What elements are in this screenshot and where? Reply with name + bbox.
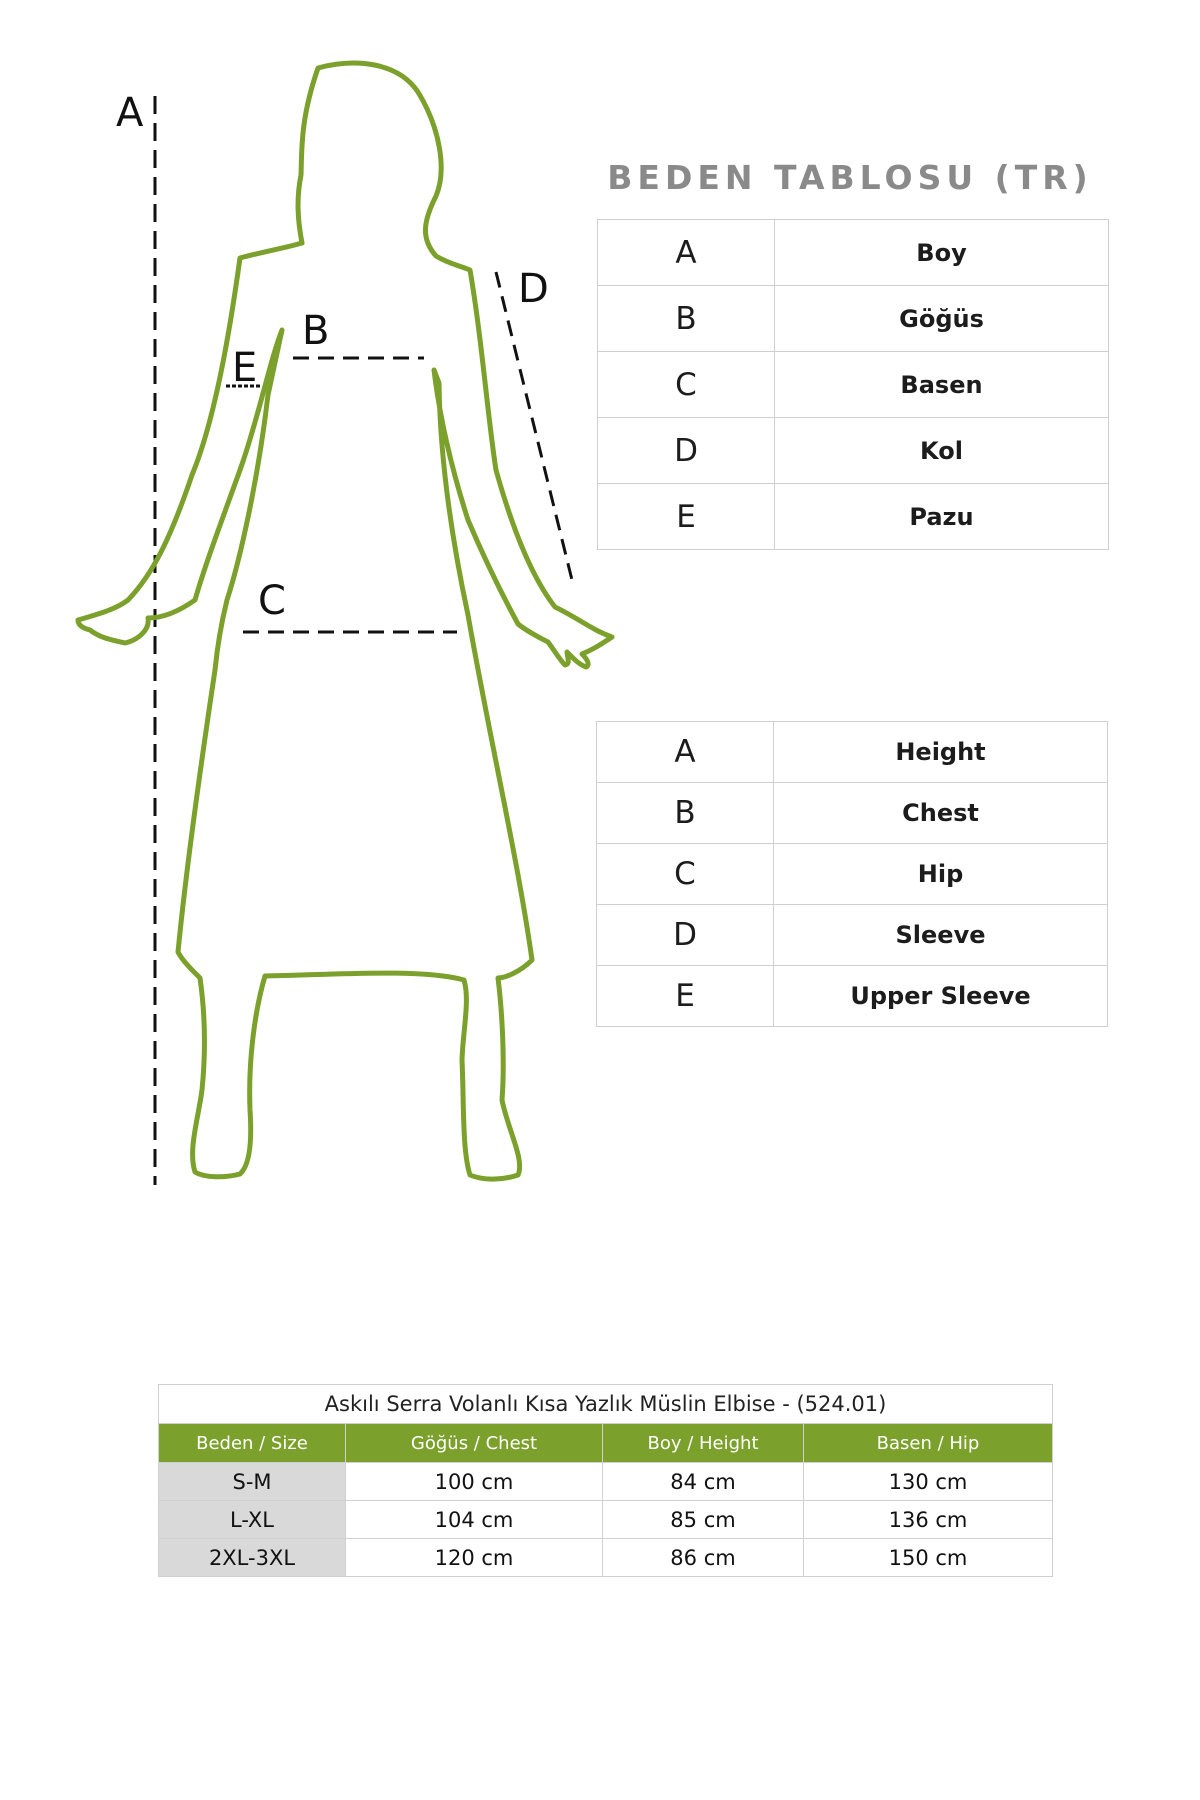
column-header-size: Beden / Size [159, 1424, 346, 1463]
table-row [159, 1501, 1053, 1539]
sleeve-measure-line [496, 272, 572, 580]
legend-value: Boy [775, 220, 1109, 286]
hip-cell: 150 cm [804, 1539, 1053, 1577]
chest-cell: 100 cm [346, 1463, 603, 1501]
legend-value: Basen [775, 352, 1109, 418]
chest-cell: 120 cm [346, 1539, 603, 1577]
legend-value: Sleeve [774, 905, 1108, 966]
legend-key: B [598, 286, 775, 352]
figure-label-b: B [302, 308, 330, 354]
column-header-chest: Göğüs / Chest [346, 1424, 603, 1463]
chest-cell: 104 cm [346, 1501, 603, 1539]
legend-row [598, 484, 1109, 550]
legend-table-english [596, 721, 1108, 1027]
product-size-table [158, 1384, 1053, 1577]
legend-table-turkish [597, 219, 1109, 550]
legend-key: A [598, 220, 775, 286]
legend-key: B [597, 783, 774, 844]
figure-label-e: E [232, 345, 258, 391]
legend-value: Height [774, 722, 1108, 783]
legend-key: E [597, 966, 774, 1027]
size-cell: S-M [159, 1463, 346, 1501]
figure-label-d: D [518, 266, 549, 312]
legend-key: E [598, 484, 775, 550]
legend-row [597, 905, 1108, 966]
legend-value: Hip [774, 844, 1108, 905]
height-cell: 84 cm [603, 1463, 804, 1501]
height-cell: 86 cm [603, 1539, 804, 1577]
figure-label-c: C [258, 578, 286, 624]
legend-key: C [598, 352, 775, 418]
hip-cell: 136 cm [804, 1501, 1053, 1539]
hip-cell: 130 cm [804, 1463, 1053, 1501]
legend-value: Göğüs [775, 286, 1109, 352]
column-header-height: Boy / Height [603, 1424, 804, 1463]
height-cell: 85 cm [603, 1501, 804, 1539]
legend-row [598, 352, 1109, 418]
legend-key: A [597, 722, 774, 783]
table-caption-row [159, 1385, 1053, 1424]
legend-key: C [597, 844, 774, 905]
size-cell: L-XL [159, 1501, 346, 1539]
product-table-caption: Askılı Serra Volanlı Kısa Yazlık Müslin Elbise - (524.01) [159, 1385, 1053, 1424]
size-cell: 2XL-3XL [159, 1539, 346, 1577]
legend-row [597, 966, 1108, 1027]
table-row [159, 1539, 1053, 1577]
legend-row [598, 418, 1109, 484]
legend-value: Upper Sleeve [774, 966, 1108, 1027]
legend-row [598, 286, 1109, 352]
size-chart-title: BEDEN TABLOSU (TR) [607, 158, 1093, 197]
legend-key: D [598, 418, 775, 484]
table-row [159, 1463, 1053, 1501]
woman-silhouette-outline [78, 63, 612, 1179]
legend-row [597, 844, 1108, 905]
legend-row [597, 722, 1108, 783]
table-header-row [159, 1424, 1053, 1463]
legend-value: Pazu [775, 484, 1109, 550]
legend-value: Chest [774, 783, 1108, 844]
figure-label-a: A [116, 90, 144, 136]
legend-key: D [597, 905, 774, 966]
legend-value: Kol [775, 418, 1109, 484]
legend-row [597, 783, 1108, 844]
legend-row [598, 220, 1109, 286]
column-header-hip: Basen / Hip [804, 1424, 1053, 1463]
